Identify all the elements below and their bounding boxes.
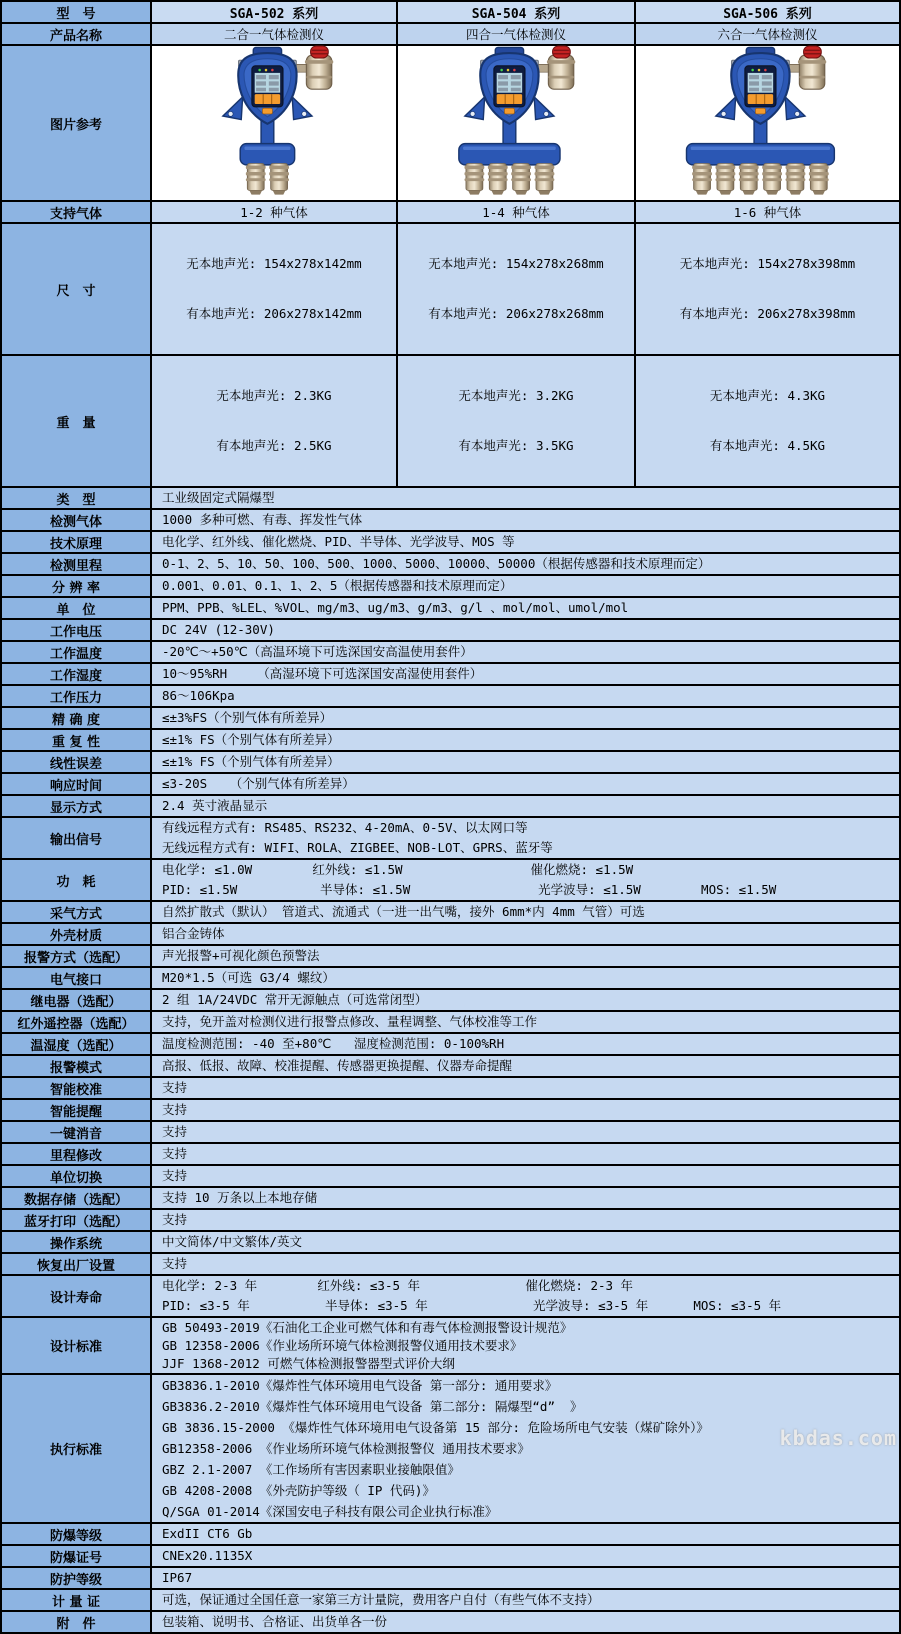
row-label: 工作湿度 — [1, 663, 151, 685]
row-value-line: 10～95%RH （高湿环境下可选深国安高湿使用套件） — [162, 666, 483, 681]
weight-line: 有本地声光: 4.5KG — [709, 438, 826, 453]
row-label: 单 位 — [1, 597, 151, 619]
row-value-line: 支持 10 万条以上本地存储 — [162, 1190, 318, 1205]
row-label: 防爆证号 — [1, 1545, 151, 1567]
row-label: 温湿度（选配） — [1, 1033, 151, 1055]
product-image-cell-sga506 — [635, 45, 900, 201]
size-values — [397, 223, 635, 355]
spec-row — [1, 1374, 900, 1523]
row-value — [151, 1523, 900, 1545]
row-label: 重 复 性 — [1, 729, 151, 751]
row-label: 报警模式 — [1, 1055, 151, 1077]
row-value — [151, 1143, 900, 1165]
row-label: 功 耗 — [1, 859, 151, 901]
row-value-line: 电化学: ≤1.0W 红外线: ≤1.5W 催化燃烧: ≤1.5W — [162, 862, 634, 877]
size-values — [635, 223, 900, 355]
row-value-line: DC 24V (12-30V) — [162, 622, 275, 637]
weight-line: 有本地声光: 3.5KG — [458, 438, 574, 453]
product-name: 六合一气体检测仪 — [635, 23, 900, 45]
row-value-line: 支持，免开盖对检测仪进行报警点修改、量程调整、气体校准等工作 — [162, 1014, 538, 1029]
size-line: 无本地声光: 154x278x142mm — [186, 256, 362, 271]
spec-row — [1, 597, 900, 619]
row-value — [151, 1165, 900, 1187]
image-row — [1, 45, 900, 201]
spec-row — [1, 663, 900, 685]
row-value-line: 声光报警+可视化颜色预警法 — [162, 948, 320, 963]
row-label: 红外遥控器（选配） — [1, 1011, 151, 1033]
row-value-line: 支持 — [162, 1168, 188, 1183]
spec-row — [1, 1033, 900, 1055]
product-name-row — [1, 23, 900, 45]
row-label: 精 确 度 — [1, 707, 151, 729]
row-value — [151, 1275, 900, 1317]
row-value-line: 支持 — [162, 1102, 188, 1117]
row-label: 响应时间 — [1, 773, 151, 795]
row-value-line: GBZ 2.1-2007 《工作场所有害因素职业接触限值》 — [162, 1462, 460, 1477]
row-label: 蓝牙打印（选配） — [1, 1209, 151, 1231]
row-value-line: -20℃～+50℃（高温环境下可选深国安高温使用套件） — [162, 644, 473, 659]
row-value-line: 支持 — [162, 1124, 188, 1139]
row-value — [151, 509, 900, 531]
spec-row — [1, 923, 900, 945]
row-label: 外壳材质 — [1, 923, 151, 945]
row-value — [151, 751, 900, 773]
spec-row — [1, 1545, 900, 1567]
row-label: 恢复出厂设置 — [1, 1253, 151, 1275]
row-value-line: 支持 — [162, 1212, 188, 1227]
spec-row — [1, 773, 900, 795]
row-value — [151, 1231, 900, 1253]
product-name: 四合一气体检测仪 — [397, 23, 635, 45]
row-label: 工作温度 — [1, 641, 151, 663]
spec-row — [1, 817, 900, 859]
spec-row — [1, 1011, 900, 1033]
spec-row — [1, 685, 900, 707]
gas-count: 1-2 种气体 — [151, 201, 397, 223]
row-value — [151, 685, 900, 707]
row-value-line: 可选，保证通过全国任意一家第三方计量院，费用客户自付（有些气体不支持） — [162, 1592, 600, 1607]
row-label-weight: 重 量 — [1, 355, 151, 487]
row-label: 计 量 证 — [1, 1589, 151, 1611]
size-row — [1, 223, 900, 355]
row-value — [151, 1374, 900, 1523]
gas-count: 1-4 种气体 — [397, 201, 635, 223]
spec-row — [1, 989, 900, 1011]
row-value — [151, 1033, 900, 1055]
gas-detector-illustration — [186, 46, 363, 196]
spec-row — [1, 901, 900, 923]
row-value — [151, 1121, 900, 1143]
row-value-line: GB12358-2006 《作业场所环境气体检测报警仪 通用技术要求》 — [162, 1441, 530, 1456]
row-value-line: 无线远程方式有: WIFI、ROLA、ZIGBEE、NOB-LOT、GPRS、蓝牙等 — [162, 840, 553, 855]
row-value — [151, 1567, 900, 1589]
spec-row — [1, 945, 900, 967]
spec-row — [1, 967, 900, 989]
row-value-line: 86～106Kpa — [162, 688, 235, 703]
row-label: 检测气体 — [1, 509, 151, 531]
row-value-line: CNEx20.1135X — [162, 1548, 253, 1563]
row-value-line: PID: ≤3-5 年 半导体: ≤3-5 年 光学波导: ≤3-5 年 MOS: ≤3-5 年 — [162, 1298, 782, 1313]
weight-line: 无本地声光: 2.3KG — [216, 388, 332, 403]
row-label: 数据存储（选配） — [1, 1187, 151, 1209]
row-value — [151, 859, 900, 901]
spec-row — [1, 751, 900, 773]
row-value-line: 电化学、红外线、催化燃烧、PID、半导体、光学波导、MOS 等 — [162, 534, 515, 549]
spec-row — [1, 553, 900, 575]
row-value — [151, 531, 900, 553]
size-line: 有本地声光: 206x278x268mm — [428, 306, 604, 321]
row-value-line: 高报、低报、故障、校准提醒、传感器更换提醒、仪器寿命提醒 — [162, 1058, 513, 1073]
size-line: 无本地声光: 154x278x398mm — [679, 256, 856, 271]
row-label: 技术原理 — [1, 531, 151, 553]
product-image-cell-sga504 — [397, 45, 635, 201]
spec-row — [1, 1589, 900, 1611]
weight-line: 无本地声光: 4.3KG — [709, 388, 826, 403]
row-label: 工作电压 — [1, 619, 151, 641]
row-value — [151, 901, 900, 923]
weight-line: 无本地声光: 3.2KG — [458, 388, 574, 403]
row-value-line: GB3836.1-2010《爆炸性气体环境用电气设备 第一部分: 通用要求》 — [162, 1378, 558, 1393]
row-value — [151, 553, 900, 575]
spec-row — [1, 1165, 900, 1187]
row-value-line: IP67 — [162, 1570, 193, 1585]
row-label: 里程修改 — [1, 1143, 151, 1165]
row-value — [151, 1253, 900, 1275]
row-label-size: 尺 寸 — [1, 223, 151, 355]
weight-values — [151, 355, 397, 487]
row-value — [151, 619, 900, 641]
row-label: 类 型 — [1, 487, 151, 509]
row-value — [151, 575, 900, 597]
row-label: 检测里程 — [1, 553, 151, 575]
row-value — [151, 663, 900, 685]
row-value-line: ≤3-20S （个别气体有所差异） — [162, 776, 355, 791]
gas-count: 1-6 种气体 — [635, 201, 900, 223]
row-value-line: 铝合金铸体 — [162, 926, 225, 941]
row-value — [151, 817, 900, 859]
row-value — [151, 641, 900, 663]
row-value-line: GB 12358-2006《作业场所环境气体检测报警仪通用技术要求》 — [162, 1337, 523, 1353]
spec-row — [1, 1055, 900, 1077]
row-label-image: 图片参考 — [1, 45, 151, 201]
row-value-line: GB 3836.15-2000 《爆炸性气体环境用电气设备第 15 部分: 危险场所电气安装（煤矿除外）》 — [162, 1420, 709, 1435]
row-value — [151, 1187, 900, 1209]
row-label: 输出信号 — [1, 817, 151, 859]
spec-row — [1, 1275, 900, 1317]
row-value-line: PPM、PPB、%LEL、%VOL、mg/m3、ug/m3、g/m3、g/l 、mol/mol、umol/mol — [162, 600, 629, 615]
row-value-line: 温度检测范围: -40 至+80℃ 湿度检测范围: 0-100%RH — [162, 1036, 505, 1051]
row-value-line: ≤±1% FS（个别气体有所差异） — [162, 754, 340, 769]
row-value — [151, 967, 900, 989]
row-value — [151, 1011, 900, 1033]
size-line: 有本地声光: 206x278x142mm — [186, 306, 362, 321]
weight-values — [635, 355, 900, 487]
row-value — [151, 989, 900, 1011]
row-label: 智能提醒 — [1, 1099, 151, 1121]
row-label: 电气接口 — [1, 967, 151, 989]
spec-row — [1, 795, 900, 817]
row-value-line: 包装箱、说明书、合格证、出货单各一份 — [162, 1614, 388, 1629]
row-value-line: 工业级固定式隔爆型 — [162, 490, 275, 505]
gas-detector-illustration — [428, 46, 605, 196]
row-value — [151, 773, 900, 795]
row-value-line: 1000 多种可燃、有毒、挥发性气体 — [162, 512, 363, 527]
row-label: 执行标准 — [1, 1374, 151, 1523]
row-label-gas: 支持气体 — [1, 201, 151, 223]
row-value-line: 2.4 英寸液晶显示 — [162, 798, 268, 813]
row-value-line: 0.001、0.01、0.1、1、2、5（根据传感器和技术原理而定） — [162, 578, 513, 593]
row-label: 防护等级 — [1, 1567, 151, 1589]
spec-row — [1, 859, 900, 901]
row-value-line: 自然扩散式（默认） 管道式、流通式（一进一出气嘴，接外 6mm*内 4mm 气管）可选 — [162, 904, 645, 919]
supported-gas-row — [1, 201, 900, 223]
spec-row — [1, 1523, 900, 1545]
row-label-model: 型 号 — [1, 1, 151, 23]
row-label: 线性误差 — [1, 751, 151, 773]
spec-row — [1, 487, 900, 509]
spec-row — [1, 1209, 900, 1231]
row-value — [151, 1317, 900, 1374]
spec-row — [1, 729, 900, 751]
row-value — [151, 1589, 900, 1611]
spec-row — [1, 619, 900, 641]
row-value — [151, 1611, 900, 1633]
spec-row — [1, 1567, 900, 1589]
row-value-line: 支持 — [162, 1256, 188, 1271]
spec-row — [1, 1317, 900, 1374]
spec-row — [1, 641, 900, 663]
size-line: 有本地声光: 206x278x398mm — [679, 306, 856, 321]
row-label: 采气方式 — [1, 901, 151, 923]
row-value-line: 有线远程方式有: RS485、RS232、4-20mA、0-5V、以太网口等 — [162, 820, 528, 835]
row-value — [151, 923, 900, 945]
row-value-line: JJF 1368-2012 可燃气体检测报警器型式评价大纲 — [162, 1355, 455, 1371]
row-label: 继电器（选配） — [1, 989, 151, 1011]
row-label: 设计标准 — [1, 1317, 151, 1374]
weight-line: 有本地声光: 2.5KG — [216, 438, 332, 453]
model-name-sga506: SGA-506 系列 — [635, 1, 900, 23]
row-value — [151, 1545, 900, 1567]
row-value-line: 支持 — [162, 1080, 188, 1095]
row-label: 分 辨 率 — [1, 575, 151, 597]
spec-row — [1, 1143, 900, 1165]
model-name-sga502: SGA-502 系列 — [151, 1, 397, 23]
product-image-cell-sga502 — [151, 45, 397, 201]
spec-row — [1, 509, 900, 531]
row-label: 智能校准 — [1, 1077, 151, 1099]
row-value — [151, 707, 900, 729]
product-name: 二合一气体检测仪 — [151, 23, 397, 45]
weight-row — [1, 355, 900, 487]
row-label-product-name: 产品名称 — [1, 23, 151, 45]
spec-row — [1, 1077, 900, 1099]
row-label: 操作系统 — [1, 1231, 151, 1253]
spec-row — [1, 1099, 900, 1121]
row-value — [151, 597, 900, 619]
spec-row — [1, 575, 900, 597]
row-value-line: GB3836.2-2010《爆炸性气体环境用电气设备 第二部分: 隔爆型“d” 》 — [162, 1399, 583, 1414]
row-value — [151, 1099, 900, 1121]
row-value-line: GB 50493-2019《石油化工企业可燃气体和有毒气体检测报警设计规范》 — [162, 1319, 573, 1335]
row-label: 设计寿命 — [1, 1275, 151, 1317]
row-label: 单位切换 — [1, 1165, 151, 1187]
row-value-line: ExdII CT6 Gb — [162, 1526, 253, 1541]
row-value — [151, 729, 900, 751]
spec-row — [1, 1231, 900, 1253]
row-value — [151, 795, 900, 817]
row-label: 一键消音 — [1, 1121, 151, 1143]
row-value-line: ≤±1% FS（个别气体有所差异） — [162, 732, 340, 747]
spec-row — [1, 1611, 900, 1633]
size-line: 无本地声光: 154x278x268mm — [428, 256, 604, 271]
row-label: 显示方式 — [1, 795, 151, 817]
gas-detector-illustration — [679, 46, 856, 196]
row-label: 附 件 — [1, 1611, 151, 1633]
size-values — [151, 223, 397, 355]
row-value-line: Q/SGA 01-2014《深国安电子科技有限公司企业执行标准》 — [162, 1504, 498, 1519]
spec-row — [1, 1253, 900, 1275]
spec-row — [1, 1187, 900, 1209]
row-value-line: PID: ≤1.5W 半导体: ≤1.5W 光学波导: ≤1.5W MOS: ≤1.5W — [162, 882, 777, 897]
spec-row — [1, 707, 900, 729]
row-value — [151, 487, 900, 509]
watermark: kbdas.com — [779, 1426, 897, 1450]
weight-values — [397, 355, 635, 487]
row-value-line: 0-1、2、5、10、50、100、500、1000、5000、10000、50000（根据传感器和技术原理而定） — [162, 556, 711, 571]
row-value-line: 2 组 1A/24VDC 常开无源触点（可选常闭型） — [162, 992, 428, 1007]
row-value — [151, 1209, 900, 1231]
spec-row — [1, 531, 900, 553]
spec-row — [1, 1121, 900, 1143]
model-name-sga504: SGA-504 系列 — [397, 1, 635, 23]
row-value-line: 电化学: 2-3 年 红外线: ≤3-5 年 催化燃烧: 2-3 年 — [162, 1278, 634, 1293]
model-row — [1, 1, 900, 23]
row-value-line: ≤±3%FS（个别气体有所差异） — [162, 710, 333, 725]
row-label: 防爆等级 — [1, 1523, 151, 1545]
row-label: 工作压力 — [1, 685, 151, 707]
row-value-line: 支持 — [162, 1146, 188, 1161]
row-value — [151, 1055, 900, 1077]
row-value-line: 中文简体/中文繁体/英文 — [162, 1234, 303, 1249]
row-value-line: M20*1.5（可选 G3/4 螺纹） — [162, 970, 335, 985]
row-value — [151, 1077, 900, 1099]
row-value-line: GB 4208-2008 《外壳防护等级（ IP 代码)》 — [162, 1483, 435, 1498]
row-label: 报警方式（选配） — [1, 945, 151, 967]
row-value — [151, 945, 900, 967]
